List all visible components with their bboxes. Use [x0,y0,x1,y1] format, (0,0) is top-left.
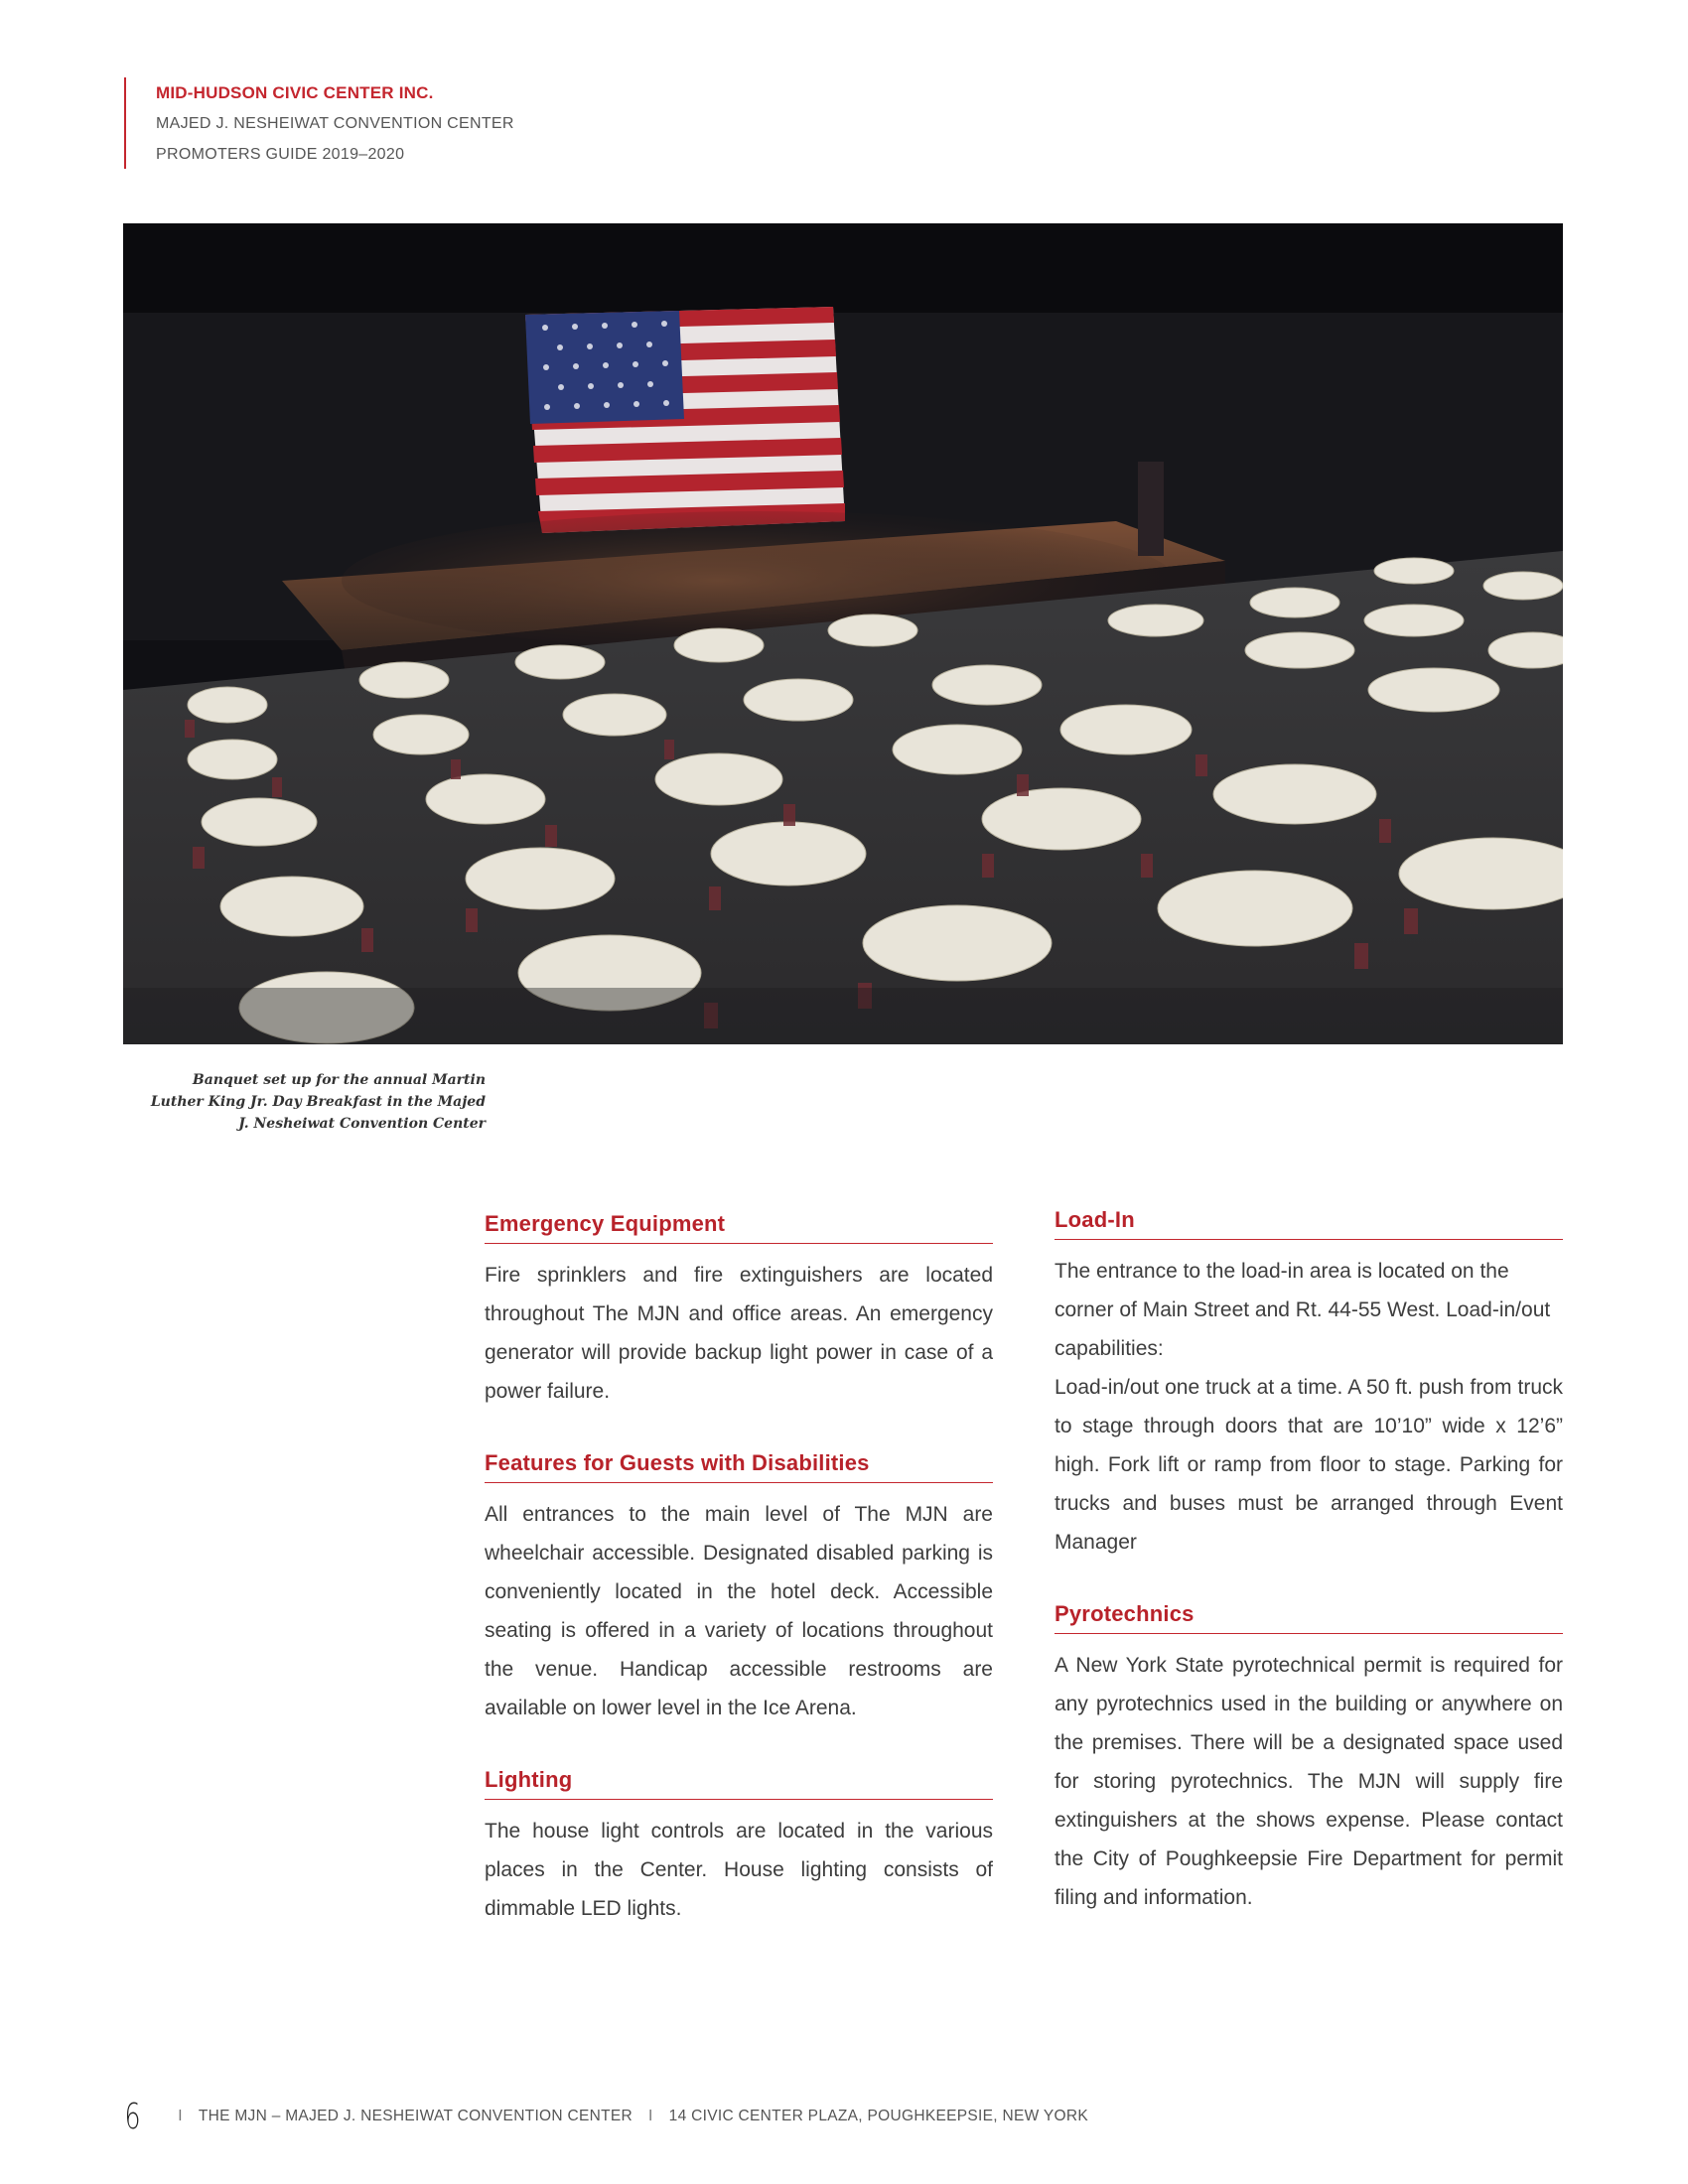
section-body: A New York State pyrotechnical permit is required for any pyrotechnics used in the building or anywhere on the premises. There will be a designated space used for storing pyrotechnics. The MJN will supply fire extinguishers at the shows expense. Please contact the City of Poughkeepsie Fire Department for permit filing and information. [1055,1654,1563,1909]
caption-line: Banquet set up for the annual Martin [192,1072,486,1088]
caption-line: J. Nesheiwat Convention Center [238,1116,486,1132]
photo-caption [123,1069,486,1135]
caption-line: Luther King Jr. Day Breakfast in the Majed [150,1094,486,1110]
page-footer [121,2097,1088,2136]
section-pyrotechnics [1055,1601,1563,1917]
section-body: The entrance to the load-in area is located on the corner of Main Street and Rt. 44-55 West. Load-in/out capabilities: [1055,1260,1551,1360]
section-load-in [1055,1207,1563,1562]
left-column [485,1211,993,1968]
section-emergency-equipment [485,1211,993,1411]
footer-separator: I [178,2108,183,2124]
guide-title: PROMOTERS GUIDE 2019–2020 [156,146,405,163]
section-body: All entrances to the main level of The MJN are wheelchair accessible. Designated disabled parking is conveniently located in the hotel deck. Accessible seating is offered in a variety of locations throughout the venue. Handicap accessible restrooms are available on lower level in the Ice Arena. [485,1503,993,1719]
page-header [124,77,514,169]
section-title: Features for Guests with Disabilities [485,1450,993,1483]
venue-name: MAJED J. NESHEIWAT CONVENTION CENTER [156,115,514,132]
section-disabilities [485,1450,993,1727]
section-title: Lighting [485,1767,993,1800]
section-title: Emergency Equipment [485,1211,993,1244]
section-title: Pyrotechnics [1055,1601,1563,1634]
american-flag-icon [525,307,845,533]
organization-name: MID-HUDSON CIVIC CENTER INC. [156,83,434,102]
right-column [1055,1207,1563,1957]
footer-address: 14 CIVIC CENTER PLAZA, POUGHKEEPSIE, NEW YORK [668,2108,1088,2124]
section-body: The house light controls are located in the various places in the Center. House lighting consists of dimmable LED lights. [485,1820,993,1920]
section-body: Load-in/out one truck at a time. A 50 ft. push from truck to stage through doors that are 10’10” wide x 12’6” high. Fork lift or ramp from floor to stage. Parking for trucks and buses must be arranged through Event Manager [1055,1376,1563,1554]
page-number: 6 [124,2096,141,2137]
banquet-photo-illustration [123,223,1563,1044]
section-body: Fire sprinklers and fire extinguishers are located throughout The MJN and office areas. An emergency generator will provide backup light power in case of a power failure. [485,1264,993,1403]
footer-separator: I [648,2108,653,2124]
section-title: Load-In [1055,1207,1563,1240]
footer-center-name: THE MJN – MAJED J. NESHEIWAT CONVENTION CENTER [198,2108,633,2124]
section-lighting [485,1767,993,1928]
banquet-hall-photo [123,223,1563,1044]
